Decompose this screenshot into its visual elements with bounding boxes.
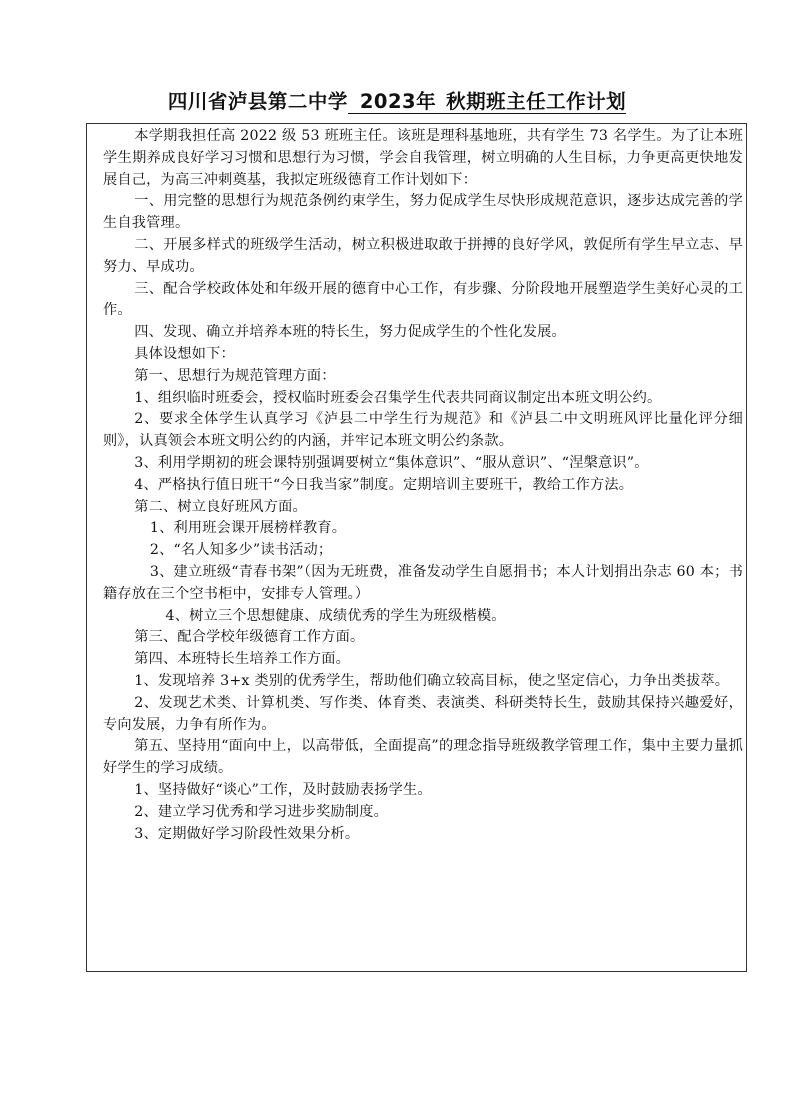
section-1-item-1: 1、组织临时班委会，授权临时班委会召集学生代表共同商议制定出本班文明公约。: [134, 389, 662, 406]
goal-4: 四、发现、确立并培养本班的特长生，努力促成学生的个性化发展。: [134, 324, 566, 341]
title-term-blank: [440, 91, 626, 114]
section-heading-3: 第三、配合学校年级德育工作方面。: [134, 629, 365, 646]
section-1-item-4: 4、严格执行值日班干“今日我当家”制度。定期培训主要班干，教给工作方法。: [134, 476, 634, 493]
title-prefix: 四川省泸县第二中学: [167, 90, 348, 113]
document-title: [0, 86, 794, 118]
section-heading-5: 第五、坚持用“面向中上，以高带低，全面提高”的理念指导班级教学管理工作，集中主要力量抓好学生的学习成绩。: [103, 738, 743, 777]
section-5-item-3: 3、定期做好学习阶段性效果分析。: [134, 825, 360, 842]
section-5-item-1: 1、坚持做好“谈心”工作，及时鼓励表扬学生。: [134, 781, 432, 798]
section-1-item-3: 3、利用学期初的班会课特别强调要树立“集体意识”、“服从意识”、“涅槃意识”。: [134, 454, 649, 471]
section-2-item-4: 4、树立三个思想健康、成绩优秀的学生为班级楷模。: [165, 607, 506, 624]
goal-3: 三、配合学校政体处和年级开展的德育中心工作，有步骤、分阶段地开展塑造学生美好心灵的工作。: [103, 280, 743, 319]
section-heading-4: 第四、本班特长生培养工作方面。: [134, 651, 351, 668]
section-4-item-1: 1、发现培养 3+x 类别的优秀学生，帮助他们确立较高目标，使之坚定信心，力争出类拔萃。: [134, 672, 730, 689]
title-term: 秋期班主任工作计划: [446, 90, 627, 113]
section-heading-2: 第二、树立良好班风方面。: [134, 498, 307, 515]
section-2-item-1: 1、利用班会课开展榜样教育。: [149, 520, 347, 537]
section-2-item-3: 3、建立班级“青春书架”（因为无班费，准备发动学生自愿捐书；本人计划捐出杂志 60 本；书籍存放在三个空书柜中，安排专人管理。）: [103, 563, 743, 602]
section-5-item-2: 2、建立学习优秀和学习进步奖励制度。: [134, 803, 389, 820]
title-year-unit: 年: [416, 90, 437, 113]
plan-heading: 具体设想如下：: [134, 345, 235, 362]
section-1-item-2: 2、要求全体学生认真学习《泸县二中学生行为规范》和《泸县二中文明班风评比量化评分细则》，认真领会本班文明公约的内涵，并牢记本班文明公约条款。: [103, 411, 743, 450]
title-year: 2023: [359, 90, 417, 113]
section-4-item-2: 2、发现艺术类、计算机类、写作类、体育类、表演类、科研类特长生，鼓励其保持兴趣爱好，专向发展，力争有所作为。: [103, 694, 743, 733]
goal-2: 二、开展多样式的班级学生活动，树立积极进取敢于拼搏的良好学风，敦促所有学生早立志、早努力、早成功。: [103, 236, 743, 275]
intro-paragraph: 本学期我担任高 2022 级 53 班班主任。该班是理科基地班，共有学生 73 名学生。为了让本班学生期养成良好学习习惯和思想行为习惯，学会自我管理，树立明确的人生目标，力争更高更快地发展自己，为高三冲刺奠基，我拟定班级德育工作计划如下：: [103, 128, 743, 188]
section-2-item-2: 2、“名人知多少”读书活动；: [149, 542, 333, 559]
title-year-blank: [348, 91, 440, 114]
plan-body: [103, 126, 743, 845]
goal-1: 一、用完整的思想行为规范条例约束学生，努力促成学生尽快形成规范意识，逐步达成完善的学生自我管理。: [103, 193, 743, 232]
section-heading-1: 第一、思想行为规范管理方面：: [134, 367, 336, 384]
